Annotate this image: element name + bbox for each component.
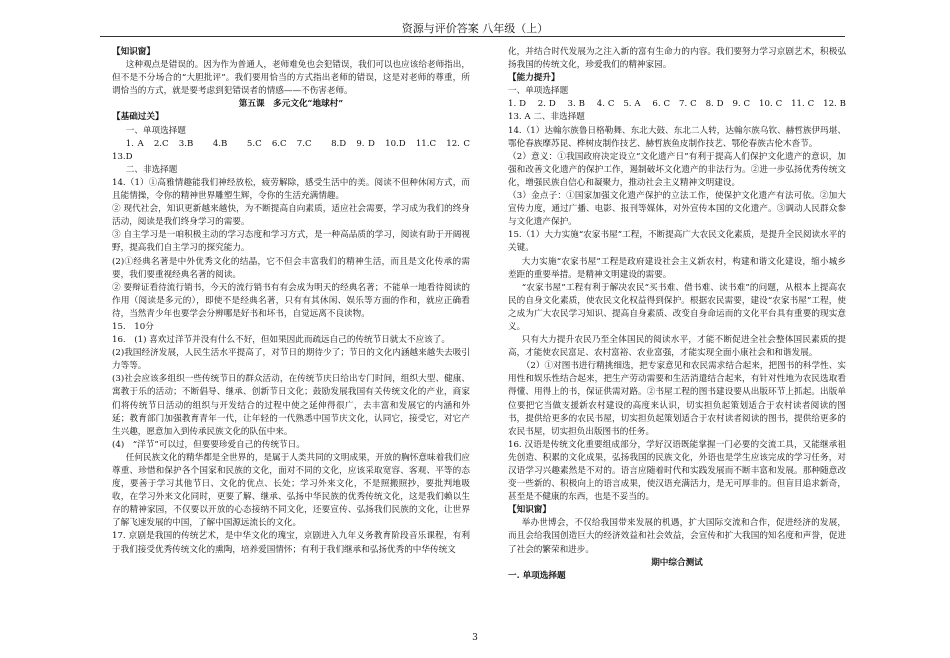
left-paragraph: 任何民族文化的精华都是全世界的，是属于人类共同的文明成果，开放的胸怀意味着我们应尊重、珍惜和保护各个国家和民族的文化，面对不同的文化，应该采取宽容、客观、平等的态度，要善于学习其他节日、文化的优点、长处；学习外来文化，不是照搬照抄，要批判地吸收，在学习外来文化同时，更要了解、继承、弘扬中华民族的优秀传统文化，这是我们赖以生存的精神家园，不仅要以开放的心态接纳不同文化，还要宣传、弘扬我们民族的文化，让世界了解飞速发展的中国，了解中国源远流长的文化。 [112,452,470,529]
right-paragraph: 14.（1）达翰尔族鲁日格勒舞、东北大鼓、东北二人转，达翰尔族乌钦、赫哲族伊玛堪、鄂伦春族摩苏昆、桦树皮制作技艺、赫哲族鱼皮制作技艺、鄂伦春族古伦木沓节。 [508,125,846,149]
right-paragraph: 一、单项选择题 [508,86,569,97]
left-paragraph: 15. 10分 [112,321,154,332]
left-column [112,46,479,557]
right-paragraph: 大力实施“农家书屋”工程是政府建设社会主义新农村，构建和谐文化建设，缩小城乡差距的重要举措。是精神文明建设的需要。 [508,256,846,280]
right-paragraph: （3）金点子：①国家加强文化遗产保护的立法工作，使保护文化遗产有法可依。②加大宣传力度，通过广播、电影、报刊等媒体，对外宣传本国的文化遗产。③调动人民群众参与文化遗产保护。 [508,191,846,228]
right-paragraph: “农家书屋”工程有利于解决农民“买书难、借书难、读书难”的问题，从根本上提高农民的自身文化素质，使农民文化权益得到保护。根据农民需要，建设“农家书屋”工程，使之成为广大农民学习知识、提高自身素质、改变自身命运而的文化平台具有重要的现实意义。 [508,282,846,332]
left-paragraph: (3)社会应该多组织一些传统节日的群众活动，在传统节庆日给出专门时间，组织大型、健康、寓教于乐的活动；不断倡导、继承、创新节日文化；鼓励发展我国有关传统文化的产业，商家们将传统节日活动的组织与开发结合的过程中使之延伸得很广，去丰富和发展它的内涵和外延；教育部门加强教育青年一代，让年轻的一代熟悉中国节庆文化，认同它，接受它，对它产生兴趣，愿意加入到传承民族文化的队伍中来。 [112,374,470,437]
right-paragraph: 期中综合测试 [651,557,703,568]
left-paragraph: 【基础过关】 [112,112,164,123]
right-paragraph: 【能力提升】 [508,73,560,84]
left-paragraph: 【知识窗】 [112,47,155,57]
left-paragraph: 17. 京剧是我国的传统艺术，是中华文化的瑰宝，京剧进入九年义务教育阶段音乐课程，有利于我们接受优秀传统文化的熏陶，培养爱国情怀；有利于我们继承和弘扬优秀的中华传统文 [112,531,470,555]
left-paragraph: 第五课 多元文化“地球村” [238,99,344,110]
right-paragraph: （2）①对图书进行精挑细选，把专家意见和农民需求结合起来，把图书的科学性、实用性和娱乐性结合起来，把生产劳动需要和生活消遣结合起来，有针对性地为农民选取看得懂、用得上的书，保证供需对路。②书屋工程的图书建设要从出版环节上抓起。出版单位要把它当做支援新农村建设的高度来认识，切实担负起策划适合于农村读者阅读的图书，提供给更多的农民书屋，切实担负起策划适合于农村读者阅读的图书，提供给更多的农民书屋，切实担负出版图书的任务。 [508,361,846,437]
left-paragraph: 14.（1）①高雅情趣能我们神经放松，疲劳解除，感受生活中的美。阅读不但种休闲方式，而且能情操，令你的精神世界雕塑生辉，令你的生活充满情趣。 [112,177,470,202]
page-number: 3 [472,633,478,643]
left-paragraph: 二、非选择题 [125,164,178,175]
left-paragraph: ③ 自主学习是一咱积极主动的学习态度和学习方式，是一种高品质的学习，阅读有助于开阔视野，提高我们自主学习的探究能力。 [112,230,470,254]
right-paragraph: 举办世博会，不仅给我国带来发展的机遇，扩大国际交流和合作，促进经济的发展，而且会给我国创造巨大的经济效益和社会效益，会宣传和扩大我国的知名度和声誉，促进了社会的繁荣和进步。 [508,518,846,555]
left-paragraph: (2)我国经济发展，人民生活水平提高了，对节日的期待少了；节日的文化内涵越来越失去吸引力等等。 [112,348,470,372]
left-paragraph: ② 现代社会，知识更新越来越快，为不断提高自向素质，适应社会需要，学习成为我们的终身活动，阅读是我们终身学习的需要。 [112,204,470,228]
left-paragraph: 一、单项选择题 [125,125,186,136]
right-paragraph: 一. 单项选择题 [508,570,566,581]
right-paragraph: （2）意义：①我国政府决定设立“文化遗产日”有利于提高人们保护文化遗产的意识，加强和改善文化遗产的保护工作，遏制破坏文化遗产的非法行为。②进一步弘扬优秀传统文化，增强民族自信心和凝聚力，推动社会主义精神文明建设。 [508,151,846,188]
right-paragraph: 1. D 2. D 3. B 4. C 5. A 6. C 7. C 8. D 9. C 10. C 11. C 12. B 13. A 二、非选择题 [508,99,855,123]
left-paragraph: (4) “洋节”可以过，但要要珍爱自己的传统节日。 [112,439,305,450]
page-header: 资源与评价答案 八年级（上） [401,22,549,35]
right-paragraph: 16. 汉语是传统文化重要组成部分，学好汉语既能掌握一门必要的交流工具，又能继承祖先创造、积累的文化成果，弘扬我国的民族文化，外语也是学生应该完成的学习任务，对汉语学习兴趣素然是不对的。语言应随着时代和实践发展而不断丰富和发展。那种随意改变一些新的、积极向上的语言成果，使汉语充满活力，是无可厚非的。但盲目追求新奇，甚至是不健康的东西，也是不妥当的。 [508,439,846,503]
right-paragraph: 化，并结合时代发展为之注入新的富有生命力的内容。我们要努力学习京剧艺术，积极弘扬我国的传统文化，珍爱我们的精神家园。 [508,47,846,71]
left-paragraph: (2)①经典名著是中外优秀文化的结晶，它不但会丰富我们的精神生活，而且是文化传承的需要，我们要重视经典名著的阅读。 [112,256,470,280]
left-paragraph: ② 要辩证看待流行销书，今天的流行销书有有会成为明天的经典名著；不能单一地看待阅读的作用（阅读是多元的），即使不是经典名著，只有有其休闲、娱乐等方面的作和，就应正确看待，当然青少年也要学会分辨哪是好书和坏书，自觉远离不良读物。 [112,282,470,319]
header-rule [100,36,845,37]
right-column [508,46,855,583]
right-paragraph: 【知识窗】 [508,505,551,516]
right-paragraph: 只有大力提升农民乃至全体国民的阅读水平，才能不断促进全社会整体国民素质的提高，才能使农民富足、农村富裕、农业富强，才能实现全面小康社会和和谐发展。 [508,335,846,359]
left-paragraph: 这种观点是错误的。因为作为普通人，老师难免也会犯错误，我们可以也应该给老师指出，但不是不分场合的“大胆批评”。我们要用恰当的方式指出老师的错误，这是对老师的尊重，所谓恰当的方式，就是要考虑到犯错误者的情感——不伤害老师。 [112,60,470,97]
right-paragraph: 15.（1）大力实施“农家书屋”工程，不断提高广大农民文化素质，是提升全民阅读水平的关键。 [508,230,846,254]
left-paragraph: 16. (1) 喜欢过洋节并没有什么不好，但如果因此而疏远自己的传统节日就太不应该了。 [112,335,450,346]
left-paragraph: 1. A 2.C 3.B 4.B 5.C 6.C 7.C 8.D 9. D 10.D 11.C 12. C 13.D [112,138,479,162]
